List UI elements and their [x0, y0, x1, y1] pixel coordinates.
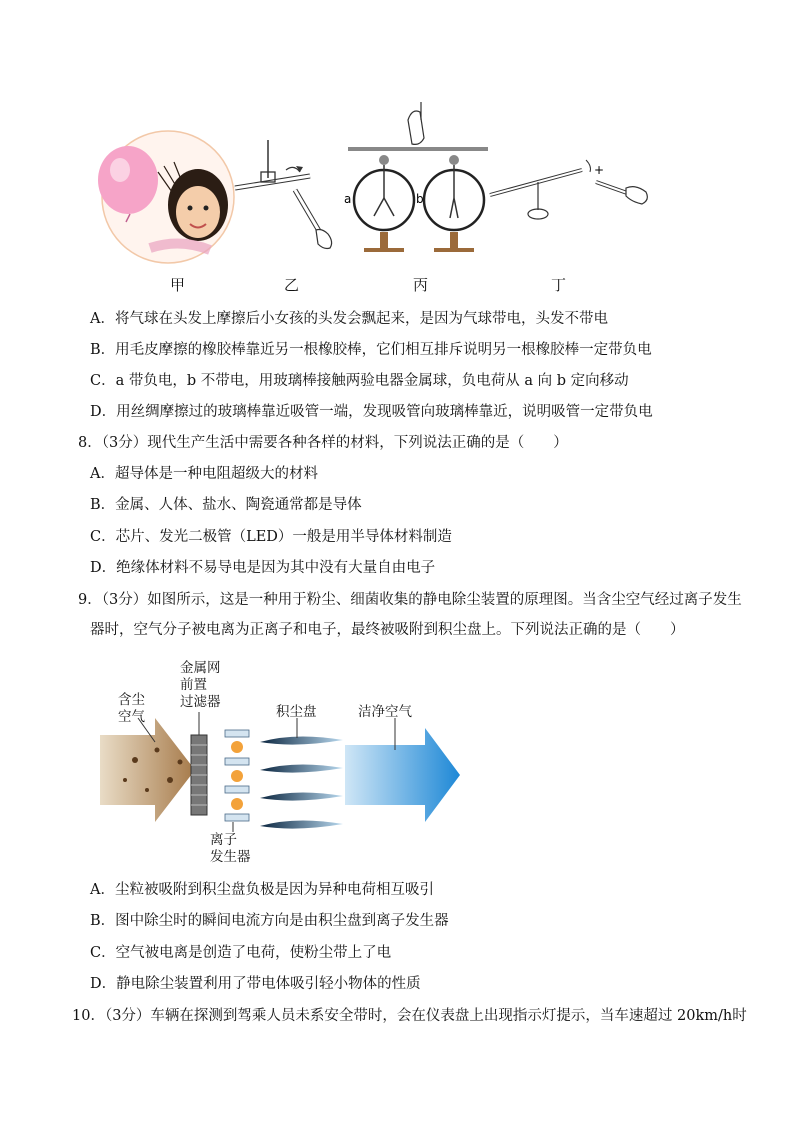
q8-option-b: B．金属、人体、盐水、陶瓷通常都是导体 — [90, 497, 362, 513]
q9-option-a: A．尘粒被吸附到积尘盘负极是因为异种电荷相互吸引 — [90, 882, 434, 898]
q9-stem-line2: 器时，空气分子被电离为正离子和电子，最终被吸附到积尘盘上。下列说法正确的是（ ） — [90, 622, 685, 638]
caption-jia: 甲 — [170, 276, 186, 294]
q9-option-b: B．图中除尘时的瞬间电流方向是由积尘盘到离子发生器 — [90, 913, 449, 929]
rubber-rods-illustration — [235, 140, 332, 249]
electroscopes-illustration — [344, 102, 488, 252]
dust-collecting-plates — [260, 736, 343, 828]
q9-option-c: C．空气被电离是创造了电荷，使粉尘带上了电 — [90, 945, 392, 961]
q7-option-d: D．用丝绸摩擦过的玻璃棒靠近吸管一端，发现吸管向玻璃棒靠近，说明吸管一定带负电 — [90, 404, 653, 420]
q7-option-a: A．将气球在头发上摩擦后小女孩的头发会飘起来，是因为气球带电，头发不带电 — [90, 311, 608, 327]
girl-balloon-illustration — [98, 131, 234, 263]
label-dust-plate: 积尘盘 — [276, 704, 317, 720]
caption-bing: 丙 — [413, 276, 429, 294]
q7-option-c: C．a 带负电，b 不带电，用玻璃棒接触两验电器金属球，负电荷从 a 向 b 定向移动 — [90, 373, 629, 389]
label-metal-mesh-filter: 金属网 前置 过滤器 — [180, 660, 221, 710]
caption-yi: 乙 — [284, 276, 300, 294]
label-dusty-air: 含尘 空气 — [118, 692, 145, 725]
label-ion-generator: 离子 发生器 — [210, 832, 251, 865]
label-b: b — [416, 192, 424, 206]
dusty-air-arrow — [100, 718, 195, 822]
q8-option-a: A．超导体是一种电阻超级大的材料 — [90, 466, 318, 482]
ion-generator — [225, 730, 249, 821]
q8-option-d: D．绝缘体材料不易导电是因为其中没有大量自由电子 — [90, 560, 436, 576]
q10-stem-line1: 10．（3分）车辆在探测到驾乘人员未系安全带时，会在仪表盘上出现指示灯提示，当车速超过 20km/h时 — [72, 1008, 747, 1024]
label-a: a — [344, 192, 352, 206]
q7-option-b: B．用毛皮摩擦的橡胶棒靠近另一根橡胶棒，它们相互排斥说明另一根橡胶棒一定带负电 — [90, 342, 652, 358]
q8-option-c: C．芯片、发光二极管（LED）一般是用半导体材料制造 — [90, 529, 452, 545]
electrostatic-precipitator-figure — [95, 650, 475, 870]
q9-option-d: D．静电除尘装置利用了带电体吸引轻小物体的性质 — [90, 976, 421, 992]
caption-ding: 丁 — [551, 276, 567, 294]
electrostatics-figure — [90, 100, 670, 265]
q9-stem-line1: 9．（3分）如图所示，这是一种用于粉尘、细菌收集的静电除尘装置的原理图。当含尘空气经过离子发生 — [78, 592, 742, 608]
plus-sign: + — [594, 163, 605, 177]
label-clean-air: 洁净空气 — [358, 704, 412, 720]
clean-air-arrow — [345, 728, 460, 822]
straw-rod-illustration — [490, 160, 647, 219]
q8-stem: 8．（3分）现代生产生活中需要各种各样的材料，下列说法正确的是（ ） — [78, 435, 568, 451]
